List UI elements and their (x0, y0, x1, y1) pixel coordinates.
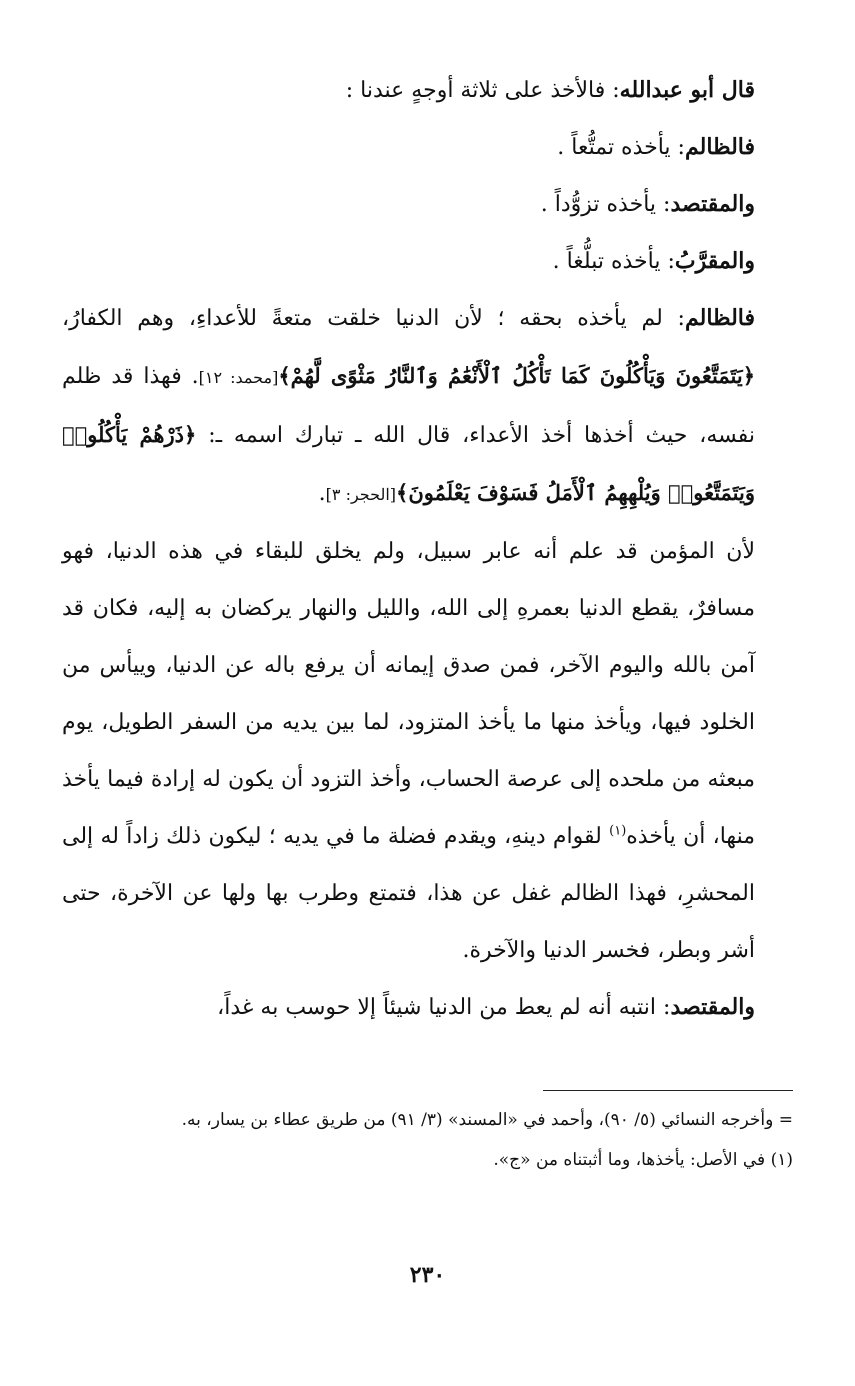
term-near: والمقرَّبُ (674, 248, 755, 274)
verse-reference-1: [محمد: ١٢] (198, 368, 279, 387)
footnote-continuation: = وأخرجه النسائي (٥/ ٩٠)، وأحمد في «المسند» (٣/ ٩١) من طريق عطاء بن يسار، به. (181, 1110, 793, 1130)
footnote-divider (543, 1090, 793, 1091)
quran-verse-1: ﴿يَتَمَتَّعُونَ وَيَأْكُلُونَ كَمَا تَأْكُلُ ٱلْأَنْعَٰمُ وَٱلنَّارُ مَثْوًى لَّهُمْ﴾ (278, 363, 755, 388)
footnote-marker-1[interactable]: (١) (609, 823, 627, 839)
category-line-near: والمقرَّبُ: يأخذه تبلُّغاً . (552, 248, 755, 274)
paragraph-believer: لأن المؤمن قد علم أنه عابر سبيل، ولم يخلق للبقاء في هذه الدنيا، فهو مسافرٌ، يقطع الدنيا بعمرهِ إلى الله، والليل والنهار يركضان به إليه، فكان قد آمن بالله واليوم الآخر، فمن صدق إيمانه أن يرفع باله عن الدنيا، وييأس من الخلود فيها، ويأخذ منها ما يأخذ المتزود، لما بين يديه من السفر الطويل، يوم مبعثه من ملحده إلى عرصة الحساب، وأخذ التزود أن يكون له إرادة فيما يأخذ منها، أن يأخذه$^{(١)}$ لقوام دينهِ، ويقدم فضلة ما في يديه ؛ ليكون ذلك زاداً له إلى المحشرِ، فهذا الظالم غفل عن هذا، فتمتع وطرب بها ولها عن الآخرة، حتى أشر وبطر، فخسر الدنيا والآخرة. (62, 539, 755, 963)
opening-line (62, 62, 793, 119)
paragraph-oppressor: فالظالم: لم يأخذه بحقه ؛ لأن الدنيا خلقت متعةً للأعداءِ، وهم الكفارُ، ﴿يَتَمَتَّعُونَ وَيَأْكُلُونَ كَمَا تَأْكُلُ ٱلْأَنْعَٰمُ وَٱلنَّارُ مَثْوًى لَّهُمْ﴾[محمد: ١٢]. فهذا قد ظلم نفسه، حيث أخذها أخذ الأعداء، قال الله ـ تبارك اسمه ـ: ﴿ذَرْهُمْ يَأْكُلُوا۟ وَيَتَمَتَّعُوا۟ وَيُلْهِهِمُ ٱلْأَمَلُ فَسَوْفَ يَعْلَمُونَ﴾[الحجر: ٣]. (62, 305, 755, 506)
page-number: ٢٣٠ (409, 1262, 446, 1288)
verse-reference-2: [الحجر: ٣] (325, 485, 397, 504)
category-line-oppressor: فالظالم: يأخذه تمتُّعاً . (557, 134, 755, 160)
term-oppressor-2: فالظالم (684, 305, 755, 331)
category-line-moderate: والمقتصد: يأخذه تزوُّداً . (540, 191, 755, 217)
term-moderate-2: والمقتصد (670, 994, 755, 1020)
term-oppressor: فالظالم (684, 134, 755, 160)
footnote-1: (١) في الأصل: يأخذها، وما أثبتناه من «ج». (493, 1150, 793, 1170)
term-moderate: والمقتصد (670, 191, 755, 217)
speaker-name: قال أبو عبدالله (619, 77, 755, 103)
main-text (62, 62, 793, 1036)
quran-verse-2: ﴿ذَرْهُمْ يَأْكُلُوا۟ وَيَتَمَتَّعُوا۟ وَيُلْهِهِمُ ٱلْأَمَلُ فَسَوْفَ يَعْلَمُونَ﴾ (62, 422, 755, 505)
opening-text: : فالأخذ على ثلاثة أوجهٍ عندنا : (345, 78, 620, 103)
footnotes (62, 1100, 793, 1180)
paragraph-moderate: والمقتصد: انتبه أنه لم يعط من الدنيا شيئاً إلا حوسب به غداً، (217, 994, 755, 1020)
